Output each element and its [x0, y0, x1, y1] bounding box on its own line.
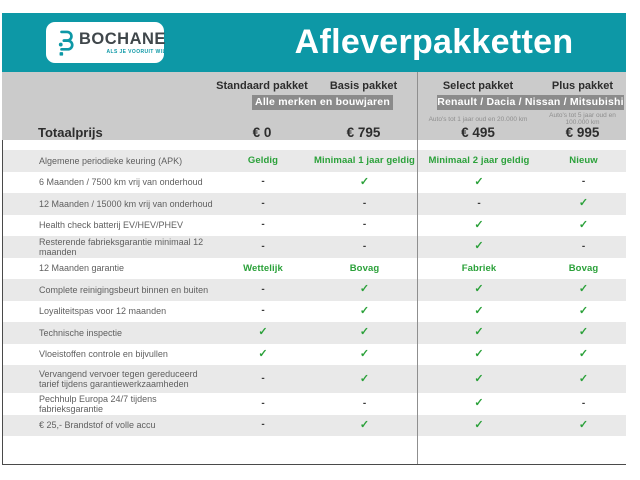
column-header-select: Select pakket: [442, 79, 514, 92]
value-plus: ✓: [578, 326, 589, 339]
feature-label: € 25,- Brandstof of volle accu: [39, 420, 156, 431]
value-standaard: ✓: [258, 347, 268, 360]
value-select: ✓: [474, 418, 484, 431]
value-basis: Bovag: [349, 262, 380, 274]
value-plus: ✓: [578, 372, 589, 385]
table-row: [3, 193, 626, 215]
table-row: [3, 301, 626, 323]
column-divider: [417, 72, 418, 464]
feature-label: Technische inspectie: [39, 327, 123, 338]
value-standaard: -: [261, 176, 265, 188]
value-select: ✓: [474, 240, 484, 253]
value-basis: -: [362, 219, 367, 231]
bochane-logo: [46, 22, 164, 63]
table-row: [3, 279, 626, 301]
value-standaard: -: [261, 397, 265, 409]
feature-label: 12 Maanden / 15000 km vrij van onderhoud: [39, 198, 213, 209]
badge-alle-merken: Alle merken en bouwjaren: [252, 95, 393, 110]
value-basis: ✓: [359, 283, 370, 296]
value-select: Minimaal 2 jaar geldig: [428, 155, 530, 166]
value-basis: Minimaal 1 jaar geldig: [314, 155, 415, 166]
total-price-label: Totaalprijs: [38, 124, 103, 140]
value-select: ✓: [474, 218, 484, 231]
value-basis: -: [362, 397, 367, 409]
value-select: ✓: [474, 304, 484, 317]
price-select: € 495: [461, 124, 495, 140]
feature-label: Vloeistoffen controle en bijvullen: [39, 349, 168, 360]
badge-merken-renault-groep: Renault / Dacia / Nissan / Mitsubishi: [437, 96, 624, 108]
table-body: [2, 140, 626, 464]
value-plus: Bovag: [568, 262, 599, 274]
brand-name: BOCHANE: [79, 30, 166, 48]
table-row: [3, 150, 626, 172]
total-price-row: [2, 123, 626, 140]
value-standaard: -: [261, 419, 265, 431]
value-standaard: -: [261, 219, 265, 231]
header-band: [2, 13, 626, 72]
feature-label: Loyaliteitspas voor 12 maanden: [39, 306, 167, 317]
value-basis: -: [362, 240, 367, 252]
column-header-plus: Plus pakket: [551, 79, 614, 92]
table-row: [3, 365, 626, 393]
value-basis: ✓: [359, 418, 370, 431]
package-comparison-table: [2, 72, 626, 465]
value-standaard: Wettelijk: [243, 262, 283, 274]
feature-label: 6 Maanden / 7500 km vrij van onderhoud: [39, 177, 203, 188]
price-basis: € 795: [346, 124, 381, 140]
table-row: [3, 322, 626, 344]
table-header: [2, 72, 626, 140]
bochane-logo-icon: [56, 28, 75, 58]
value-basis: ✓: [359, 372, 370, 385]
column-notes-row: [2, 112, 626, 126]
value-select: ✓: [474, 175, 484, 188]
value-standaard: -: [261, 373, 265, 384]
brand-tagline: ALS JE VOORUIT WIL: [106, 49, 166, 55]
column-header-basis: Basis pakket: [329, 79, 398, 92]
value-basis: ✓: [359, 175, 370, 188]
column-headers-row: [2, 79, 626, 92]
feature-label: Pechhulp Europa 24/7 tijdens fabrieksgarantie: [39, 393, 157, 414]
value-plus: -: [581, 240, 586, 252]
table-row: [3, 393, 626, 415]
afleverpakketten-sheet: [2, 13, 626, 465]
value-standaard: -: [261, 197, 265, 209]
group-badges-row: [2, 95, 626, 110]
value-basis: ✓: [359, 347, 370, 360]
value-plus: -: [581, 176, 586, 188]
value-basis: ✓: [359, 326, 370, 339]
value-standaard: -: [261, 240, 265, 252]
bochane-logo-text: [79, 30, 166, 55]
value-standaard: ✓: [258, 326, 268, 339]
table-row: [3, 236, 626, 258]
value-select: -: [477, 197, 481, 209]
value-plus: ✓: [578, 197, 589, 210]
feature-label: Complete reinigingsbeurt binnen en buiten: [39, 284, 209, 295]
feature-label: Health check batterij EV/HEV/PHEV: [39, 220, 184, 231]
table-row: [3, 415, 626, 437]
value-plus: ✓: [578, 347, 589, 360]
value-standaard: Geldig: [247, 155, 279, 166]
value-plus: -: [581, 397, 586, 409]
table-row: [3, 215, 626, 237]
value-plus: ✓: [578, 218, 589, 231]
feature-label: Algemene periodieke keuring (APK): [39, 155, 183, 166]
feature-label: 12 Maanden garantie: [39, 263, 125, 274]
page-title: Afleverpakketten: [294, 23, 574, 61]
value-select: ✓: [474, 397, 484, 410]
value-select: Fabriek: [461, 262, 497, 274]
value-basis: -: [362, 197, 367, 209]
value-basis: ✓: [359, 304, 370, 317]
table-row: [3, 258, 626, 280]
note-plus: Auto's tot 5 jaar oud en 100.000 km: [549, 112, 616, 126]
value-plus: ✓: [578, 283, 589, 296]
price-standaard: € 0: [252, 124, 272, 140]
value-plus: ✓: [578, 304, 589, 317]
value-select: ✓: [474, 326, 484, 339]
note-select: Auto's tot 1 jaar oud en 20.000 km: [428, 115, 528, 123]
value-select: ✓: [474, 372, 484, 385]
value-plus: Nieuw: [569, 155, 598, 166]
feature-label: Resterende fabrieksgarantie minimaal 12 maanden: [39, 236, 204, 257]
value-select: ✓: [474, 347, 484, 360]
value-standaard: -: [261, 283, 265, 295]
value-select: ✓: [474, 283, 484, 296]
value-plus: ✓: [578, 418, 589, 431]
value-standaard: -: [261, 305, 265, 317]
table-row: [3, 344, 626, 366]
feature-label: Vervangend vervoer tegen gereduceerd tarief tijdens garantiewerkzaamheden: [39, 369, 198, 389]
table-row: [3, 172, 626, 194]
column-header-standaard: Standaard pakket: [216, 79, 308, 92]
price-plus: € 995: [565, 124, 600, 140]
